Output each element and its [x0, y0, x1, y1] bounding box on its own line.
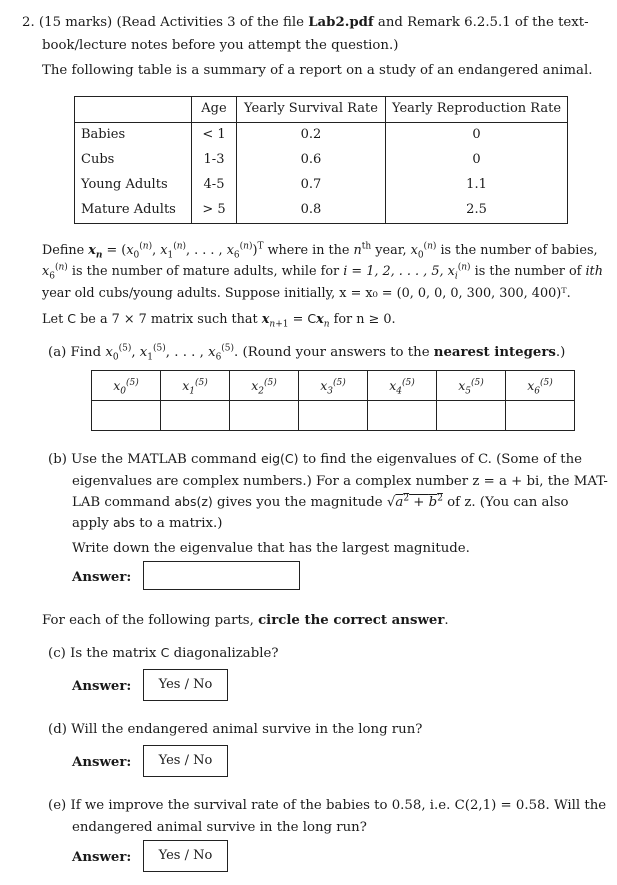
- part-c-matrix: C: [160, 645, 170, 660]
- part-b-answer-label: Answer:: [72, 570, 132, 585]
- abs-command: abs(z): [174, 494, 213, 509]
- reproduction-cell: 0: [386, 123, 568, 149]
- circle-bold: circle the correct answer: [258, 613, 445, 628]
- reproduction-cell: 2.5: [386, 198, 568, 224]
- part-b-answer-box[interactable]: [143, 561, 300, 590]
- part-c-text2: diagonalizable?: [173, 646, 279, 661]
- part-a-nearest: nearest integers: [433, 345, 556, 360]
- circle-pre: For each of the following parts,: [42, 613, 254, 628]
- instruction-pre: (Read Activities 3 of the file: [116, 15, 304, 30]
- age-cell: 4-5: [192, 173, 237, 198]
- part-c-label: (c): [48, 646, 66, 661]
- definition-year: year,: [375, 243, 407, 258]
- stage-cell: Babies: [81, 127, 126, 143]
- initial-vector: x = x₀ = (0, 0, 0, 0, 300, 300, 400)ᵀ.: [339, 286, 571, 301]
- part-b-line4: [72, 513, 222, 534]
- table-row: [75, 148, 568, 173]
- part-a-find: Find: [70, 345, 102, 360]
- age-cell: < 1: [192, 123, 237, 149]
- survival-cell: 0.8: [237, 198, 386, 224]
- part-e-line1: [48, 795, 606, 816]
- let-line: Let C be a 7 × 7 matrix such that $x_{n+1} = Cx_n$ for n ≥ 0.: [42, 311, 396, 330]
- reproduction-cell: 0: [386, 148, 568, 173]
- part-c-question: [48, 643, 278, 664]
- define-word: Define: [42, 243, 85, 258]
- part-a-label: (a): [48, 345, 67, 360]
- index-range: i = 1, 2, . . . , 5,: [343, 264, 444, 279]
- definition-initial-text: year old cubs/young adults. Suppose initially,: [42, 286, 336, 301]
- circle-instruction: [42, 610, 449, 631]
- age-cell: 1-3: [192, 148, 237, 173]
- circle-post: .: [444, 613, 449, 628]
- part-a-answer-grid: [91, 370, 575, 431]
- part-b-magnitude: gives you the magnitude: [217, 495, 383, 510]
- definition-line2: $x_6^{(n)}$ is the number of mature adults, while for i = 1, 2, . . . , 5, $x_i^{(n)}$ is the number of ith: [42, 262, 603, 282]
- part-b-z: z = a + bi, the MAT-: [472, 474, 608, 489]
- part-b-complex: eigenvalues are complex numbers.) For a complex number: [72, 474, 469, 489]
- part-b-line5: Write down the eigenvalue that has the largest magnitude.: [72, 541, 470, 556]
- definition-number-of: is the number of: [474, 264, 582, 279]
- part-c-yes-no[interactable]: Yes / No: [143, 669, 228, 701]
- part-a-end: .): [555, 345, 566, 360]
- survival-cell: 0.7: [237, 173, 386, 198]
- abs-word: abs: [112, 515, 136, 530]
- grid-header-row: [92, 371, 575, 401]
- instruction-line2: book/lecture notes before you attempt the question.): [42, 38, 399, 53]
- stage-cell: Mature Adults: [81, 202, 176, 218]
- answer-cell-x5[interactable]: [437, 401, 506, 431]
- survival-cell: 0.2: [237, 123, 386, 149]
- grid-header-x4: $x_4^{(5)}$: [368, 371, 437, 401]
- part-d-answer-label: Answer:: [72, 755, 132, 770]
- file-name: Lab2.pdf: [308, 15, 374, 30]
- grid-header-x1: $x_1^{(5)}$: [161, 371, 230, 401]
- question-number: 2.: [22, 15, 35, 30]
- survival-cell: 0.6: [237, 148, 386, 173]
- grid-header-x2: $x_2^{(5)}$: [230, 371, 299, 401]
- part-a-question: (a) Find $x_0^{(5)}$, $x_1^{(5)}$, . . . , $x_6^{(5)}$. (Round your answers to the nearest integers.): [48, 343, 566, 363]
- part-b-of: of: [447, 495, 461, 510]
- definition-mature: is the number of mature adults, while for: [71, 264, 340, 279]
- part-e-yes-no[interactable]: Yes / No: [143, 840, 228, 872]
- part-e-label: (e): [48, 798, 67, 813]
- let-word: Let: [42, 312, 64, 327]
- grid-answer-row: [92, 401, 575, 431]
- stage-cell: Young Adults: [81, 177, 168, 193]
- question-marks: (15 marks): [38, 15, 113, 30]
- let-condition: for n ≥ 0.: [333, 312, 396, 327]
- grid-header-x3: $x_3^{(5)}$: [299, 371, 368, 401]
- definition-line3: [42, 284, 571, 304]
- summary-header-survival: Yearly Survival Rate: [237, 97, 386, 123]
- grid-header-x6: $x_6^{(5)}$: [506, 371, 575, 401]
- summary-header-row: [75, 97, 568, 123]
- definition-where: where in the: [267, 243, 350, 258]
- let-matrix-text: be a 7 × 7 matrix such that: [80, 312, 258, 327]
- part-b-some: C. (Some of the: [477, 452, 583, 467]
- part-e-line2: endangered animal survive in the long run?: [72, 820, 367, 835]
- definition-line1: Define $x_n = (x_0^{(n)}$, $x_1^{(n)}$, . . . , $x_6^{(n)})^T$ where in the $n^{th}$ year, $x_0^{(n)}$ is the number of babies,: [42, 241, 598, 261]
- age-cell: > 5: [192, 198, 237, 224]
- part-d-label: (d): [48, 722, 67, 737]
- answer-cell-x1[interactable]: [161, 401, 230, 431]
- table-row: [75, 173, 568, 198]
- intro-text: The following table is a summary of a report on a study of an endangered animal.: [42, 63, 593, 78]
- part-b-line3: [72, 492, 569, 513]
- answer-cell-x0[interactable]: [92, 401, 161, 431]
- definition-babies: is the number of babies,: [440, 243, 598, 258]
- part-d-yes-no[interactable]: Yes / No: [143, 745, 228, 777]
- answer-cell-x6[interactable]: [506, 401, 575, 431]
- summary-table: [74, 96, 568, 224]
- definition-ith: ith: [585, 264, 603, 279]
- table-row: [75, 123, 568, 149]
- part-e-c21: C(2,1) = 0.58. Will the: [454, 798, 607, 813]
- summary-header-cell: [75, 97, 192, 123]
- part-b-find: to find the eigenvalues of: [302, 452, 474, 467]
- sqrt-formula: $√a^2 + b^2$: [386, 493, 443, 510]
- answer-cell-x3[interactable]: [299, 401, 368, 431]
- instruction-post: and Remark 6.2.5.1 of the text-: [377, 15, 589, 30]
- stage-cell: Cubs: [81, 152, 115, 168]
- part-a-round: . (Round your answers to the: [234, 345, 430, 360]
- part-e-improve: If we improve the survival rate of the babies to 0.58, i.e.: [70, 798, 451, 813]
- reproduction-cell: 1.1: [386, 173, 568, 198]
- answer-cell-x2[interactable]: [230, 401, 299, 431]
- part-d-text: Will the endangered animal survive in the long run?: [71, 722, 423, 737]
- summary-header-reproduction: Yearly Reproduction Rate: [386, 97, 568, 123]
- part-d-question: [48, 719, 422, 740]
- question-header: [22, 12, 589, 33]
- summary-header-age: Age: [192, 97, 237, 123]
- part-b-also: z. (You can also: [464, 495, 569, 510]
- table-row: [75, 198, 568, 224]
- part-b-apply: apply: [72, 516, 109, 531]
- part-b-lab: LAB command: [72, 495, 171, 510]
- grid-header-x0: $x_0^{(5)}$: [92, 371, 161, 401]
- part-b-use: Use the MATLAB command: [71, 452, 257, 467]
- part-c-answer-label: Answer:: [72, 679, 132, 694]
- part-e-answer-label: Answer:: [72, 850, 132, 865]
- part-b-label: (b): [48, 452, 67, 467]
- part-c-text: Is the matrix: [70, 646, 157, 661]
- grid-header-x5: $x_5^{(5)}$: [437, 371, 506, 401]
- part-b-matrix: to a matrix.): [139, 516, 223, 531]
- part-b-line1: [48, 449, 582, 470]
- answer-cell-x4[interactable]: [368, 401, 437, 431]
- part-b-line2: [72, 471, 608, 492]
- eig-command: eig(C): [260, 451, 299, 466]
